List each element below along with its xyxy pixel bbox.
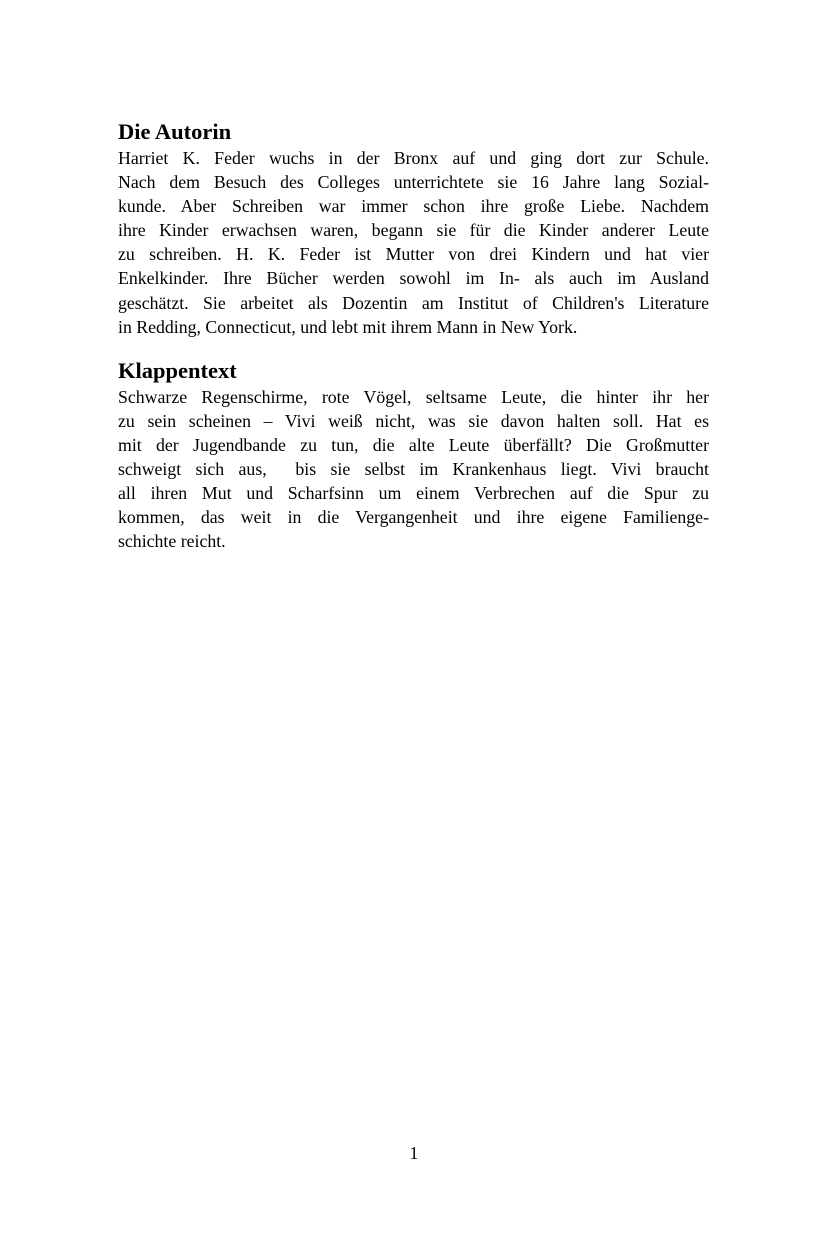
author-line-4: ihre Kinder erwachsen waren, begann sie für die Kinder anderer Leute <box>118 220 709 241</box>
section-author <box>118 118 709 339</box>
author-line-6: Enkelkinder. Ihre Bücher werden sowohl im In- als auch im Ausland <box>118 268 709 289</box>
blurb-line-6: kommen, das weit in die Vergangenheit und ihre eigene Familienge- <box>118 507 709 528</box>
author-line-7: geschätzt. Sie arbeitet als Dozentin am Institut of Children's Literature <box>118 292 709 313</box>
section-heading-author: Die Autorin <box>118 119 232 144</box>
section-blurb <box>118 357 709 554</box>
author-line-5: zu schreiben. H. K. Feder ist Mutter von drei Kindern und hat vier <box>118 244 709 265</box>
blurb-line-1: Schwarze Regenschirme, rote Vögel, seltsame Leute, die hinter ihr her <box>118 386 709 407</box>
blurb-line-5: all ihren Mut und Scharfsinn um einem Verbrechen auf die Spur zu <box>118 483 709 504</box>
author-line-3: kunde. Aber Schreiben war immer schon ihre große Liebe. Nachdem <box>118 196 709 217</box>
author-line-8: in Redding, Connecticut, und lebt mit ihrem Mann in New York. <box>118 316 578 337</box>
page-content <box>118 118 709 553</box>
blurb-line-3: mit der Jugendbande zu tun, die alte Leute überfällt? Die Großmutter <box>118 434 709 455</box>
blurb-paragraph <box>118 385 709 554</box>
blurb-line-2: zu sein scheinen – Vivi weiß nicht, was sie davon halten soll. Hat es <box>118 410 709 431</box>
author-line-1: Harriet K. Feder wuchs in der Bronx auf und ging dort zur Schule. <box>118 148 709 168</box>
author-line-2: Nach dem Besuch des Colleges unterrichtete sie 16 Jahre lang Sozial- <box>118 172 709 193</box>
blurb-line-7: schichte reicht. <box>118 531 226 552</box>
section-heading-blurb: Klappentext <box>118 357 237 383</box>
page-number: 1 <box>409 1143 419 1163</box>
author-paragraph <box>118 146 709 339</box>
blurb-line-4: schweigt sich aus, bis sie selbst im Krankenhaus liegt. Vivi braucht <box>118 459 709 480</box>
